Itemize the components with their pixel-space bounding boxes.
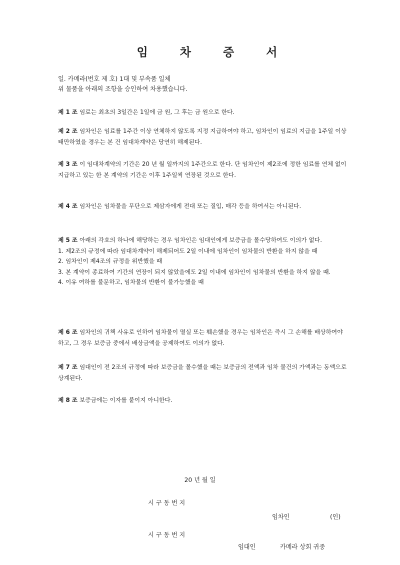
article-5-item-2: 2. 임차인이 제4조의 규정을 위반했을 때: [58, 259, 163, 266]
article-text: 이 임대차계약의 기간은 20 년 월 일까지의 1주간으로 한다. 단 임차인이 제2조에 정한 임료를 연체 없이 지급하고 있는 한 본 계약의 기간은 이후 1주일씩 연장된 것으로 한다.: [58, 162, 347, 179]
article-5: [58, 236, 348, 289]
contract-date: 20 년 월 일: [184, 477, 216, 484]
article-number: 제 5 조: [58, 238, 78, 244]
article-3: [58, 160, 348, 181]
article-number: 제 4 조: [58, 204, 78, 210]
intro-line-2: 위 물품을 아래의 조항을 승인하여 차용했습니다.: [58, 86, 188, 93]
article-5-item-3: 3. 본 계약이 종료하여 기간의 연장이 되지 않았을에도 2일 이내에 임차인이 임차물의 반환을 하지 않을 때.: [58, 269, 331, 276]
lessee-address: 시 구 동 번 지: [148, 500, 186, 507]
article-text: 임차인은 임료를 1주간 이상 연체하지 않도록 지정 지급하여야 하고, 임차인이 임료의 지급을 1주일 이상 태만하였을 경우는 본 건 임대차계약은 당연히 해제된다.: [58, 129, 347, 146]
lessee-seal: (인): [330, 514, 341, 521]
article-number: 제 1 조: [58, 110, 78, 116]
lessee-label: 임차인: [272, 514, 290, 521]
article-8: [58, 396, 348, 407]
lessor-name: 카메라 상회 귀중: [280, 544, 326, 551]
document-title: 임 차 증 서: [136, 45, 292, 59]
article-text: 임차인의 귀책 사유로 인하여 임차물이 멸실 또는 훼손했을 경우는 임차인은 즉시 그 손해를 배상하여야 하고, 그 경우 보증금 중에서 배상금액을 공제하여도 이의가 없다.: [58, 330, 343, 347]
article-text: 보증금에는 이자를 붙이지 아니한다.: [79, 398, 173, 404]
article-number: 제 2 조: [58, 129, 78, 135]
article-text: 임료는 최초의 3일간은 1일에 금 원, 그 후는 금 원으로 한다.: [79, 110, 235, 116]
article-number: 제 7 조: [58, 365, 78, 371]
article-text: 임대인이 전 2조의 규정에 따라 보증금을 몰수했을 때는 보증금의 전액과 임차 물건의 가액과는 동액으로 상계된다.: [58, 365, 347, 382]
article-5-item-4: 4. 이유 여하를 불문하고, 임차물의 반환이 불가능했을 때: [58, 280, 204, 287]
article-text: 아래의 각호의 하나에 해당하는 경우 임차인은 임대인에게 보증금을 몰수당하여도 이의가 없다.: [79, 238, 322, 244]
intro-line-1: 일. 카메라(번호 제 호) 1대 및 부속품 일체: [58, 76, 171, 83]
lessor-address: 시 구 동 번 지: [148, 532, 186, 539]
article-number: 제 6 조: [58, 330, 78, 336]
lessor-label: 임대인: [238, 544, 256, 551]
article-number: 제 3 조: [58, 162, 78, 168]
article-6: [58, 328, 348, 349]
article-text: 임차인은 임차물을 무단으로 제삼자에게 전대 또는 질입, 매각 등을 하여서는 아니된다.: [79, 204, 302, 210]
article-7: [58, 363, 348, 384]
article-number: 제 8 조: [58, 398, 78, 404]
article-1: [58, 108, 348, 119]
article-4: [58, 202, 348, 213]
article-5-item-1: 1. 제2조의 규정에 따라 임대차계약이 해제되어도 2일 이내에 임차인이 임차물의 반환을 하지 않을 때: [58, 248, 318, 255]
article-2: [58, 127, 348, 148]
